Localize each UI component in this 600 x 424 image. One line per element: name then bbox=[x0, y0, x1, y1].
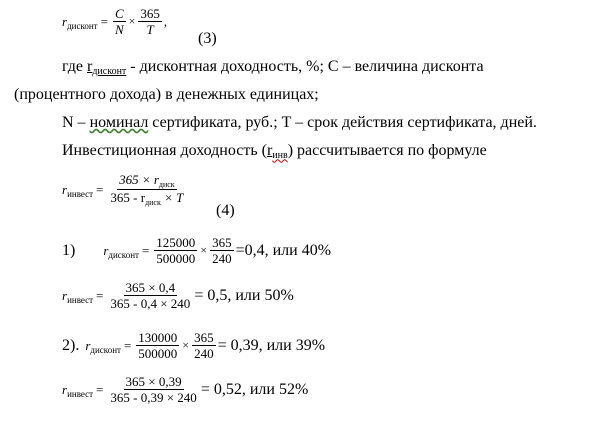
eq3-times: × bbox=[128, 14, 136, 28]
eq4-denominator bbox=[108, 190, 185, 207]
example-2b bbox=[62, 374, 308, 405]
ex2b-numerator: 365 × 0,39 bbox=[125, 374, 182, 389]
ex2-f2-denominator: 240 bbox=[194, 346, 214, 361]
ex2-f1-numerator: 130000 bbox=[138, 330, 178, 345]
para1-prefix: где bbox=[62, 58, 88, 75]
eq4-numerator bbox=[117, 172, 177, 190]
ex2-fraction-2 bbox=[192, 330, 216, 361]
example-1b bbox=[62, 280, 294, 311]
ex2b-fraction bbox=[108, 374, 198, 405]
para2-prefix: N – bbox=[62, 114, 90, 131]
eq3-frac1-denominator: N bbox=[114, 22, 124, 37]
para1-rest: - дисконтная доходность, %; С – величина дисконта bbox=[126, 58, 484, 75]
ex2b-var: r bbox=[62, 381, 68, 397]
eq3-frac1-numerator: C bbox=[114, 6, 124, 21]
para2-underlined-word: номинал bbox=[89, 114, 149, 131]
ex2-subscript: дисконт bbox=[90, 344, 121, 355]
para1-r: r bbox=[87, 58, 93, 75]
ex2-f1-denominator: 500000 bbox=[138, 346, 178, 361]
para3-text: Инвестиционная доходность ( bbox=[62, 142, 267, 159]
ex1b-equals: = bbox=[96, 287, 104, 303]
para2-rest: сертификата, руб.; T – срок действия сертификата, дней. bbox=[148, 114, 537, 131]
ex1-result: =0,4, или 40% bbox=[235, 241, 332, 259]
eq3-subscript: дисконт bbox=[67, 20, 98, 31]
ex2-times: × bbox=[182, 338, 190, 352]
eq4-fraction bbox=[108, 172, 185, 207]
ex1-f1-numerator: 125000 bbox=[156, 235, 196, 250]
ex2-fraction-1 bbox=[136, 330, 179, 361]
eq3-number: (3) bbox=[198, 30, 217, 47]
ex2-f2-numerator: 365 bbox=[194, 330, 214, 345]
ex2b-equals: = bbox=[96, 381, 104, 397]
eq4-den-text: 365 - r bbox=[110, 190, 146, 205]
ex1b-fraction bbox=[108, 280, 192, 311]
ex1-fraction-1 bbox=[154, 235, 197, 266]
ex2b-result: = 0,52, или 52% bbox=[200, 380, 309, 398]
ex2b-subscript: инвест bbox=[67, 388, 94, 399]
para1-line2: (процентного дохода) в денежных единицах; bbox=[14, 86, 319, 103]
para3 bbox=[62, 142, 487, 160]
eq4-var: r bbox=[62, 181, 68, 197]
ex1b-var: r bbox=[62, 287, 68, 303]
ex2-var: r bbox=[85, 337, 91, 353]
para1-subscript: дисконт bbox=[92, 65, 127, 77]
para2 bbox=[62, 114, 537, 132]
equation-4 bbox=[62, 172, 187, 207]
eq4-den-rest: × T bbox=[160, 190, 184, 205]
eq3-equals: = bbox=[100, 13, 108, 29]
para1-line1 bbox=[62, 58, 484, 76]
eq4-subscript: инвест bbox=[67, 188, 94, 199]
para3-r: r bbox=[266, 142, 273, 159]
ex2-result: = 0,39, или 39% bbox=[217, 336, 326, 354]
example-2 bbox=[62, 330, 325, 361]
ex2-label: 2). bbox=[62, 336, 80, 354]
ex1-f2-denominator: 240 bbox=[212, 251, 232, 266]
ex1-f1-denominator: 500000 bbox=[156, 251, 196, 266]
ex1b-numerator: 365 × 0,4 bbox=[125, 280, 176, 295]
ex1-label: 1) bbox=[62, 241, 76, 259]
eq3-fraction-1 bbox=[113, 6, 126, 37]
eq3-var: r bbox=[62, 13, 68, 29]
eq4-num-sub: диск bbox=[158, 180, 175, 189]
eq3-fraction-2 bbox=[138, 6, 162, 37]
ex2-equals: = bbox=[123, 337, 132, 353]
example-1 bbox=[62, 235, 331, 266]
ex1-fraction-2 bbox=[210, 235, 234, 266]
eq3-comma: , bbox=[163, 13, 168, 29]
eq3-frac2-denominator: T bbox=[146, 22, 154, 37]
eq4-num-text: 365 × r bbox=[119, 172, 159, 187]
eq4-equals: = bbox=[96, 181, 104, 197]
eq4-number: (4) bbox=[216, 202, 235, 219]
ex1b-result: = 0,5, или 50% bbox=[194, 286, 294, 304]
eq3-frac2-numerator: 365 bbox=[140, 6, 160, 21]
ex1-var: r bbox=[103, 242, 109, 258]
ex2b-denominator: 365 - 0,39 × 240 bbox=[110, 390, 197, 405]
eq4-den-sub: диск bbox=[145, 198, 161, 207]
para3-subscript: инв bbox=[272, 149, 288, 161]
ex1-subscript: дисконт bbox=[108, 249, 139, 260]
ex1b-denominator: 365 - 0,4 × 240 bbox=[110, 296, 191, 311]
ex1-equals: = bbox=[141, 242, 150, 258]
equation-3 bbox=[62, 6, 167, 37]
ex1b-subscript: инвест bbox=[67, 294, 94, 305]
ex1-times: × bbox=[200, 243, 208, 257]
para3-rest: ) рассчитывается по формуле bbox=[287, 142, 487, 159]
ex1-f2-numerator: 365 bbox=[212, 235, 232, 250]
